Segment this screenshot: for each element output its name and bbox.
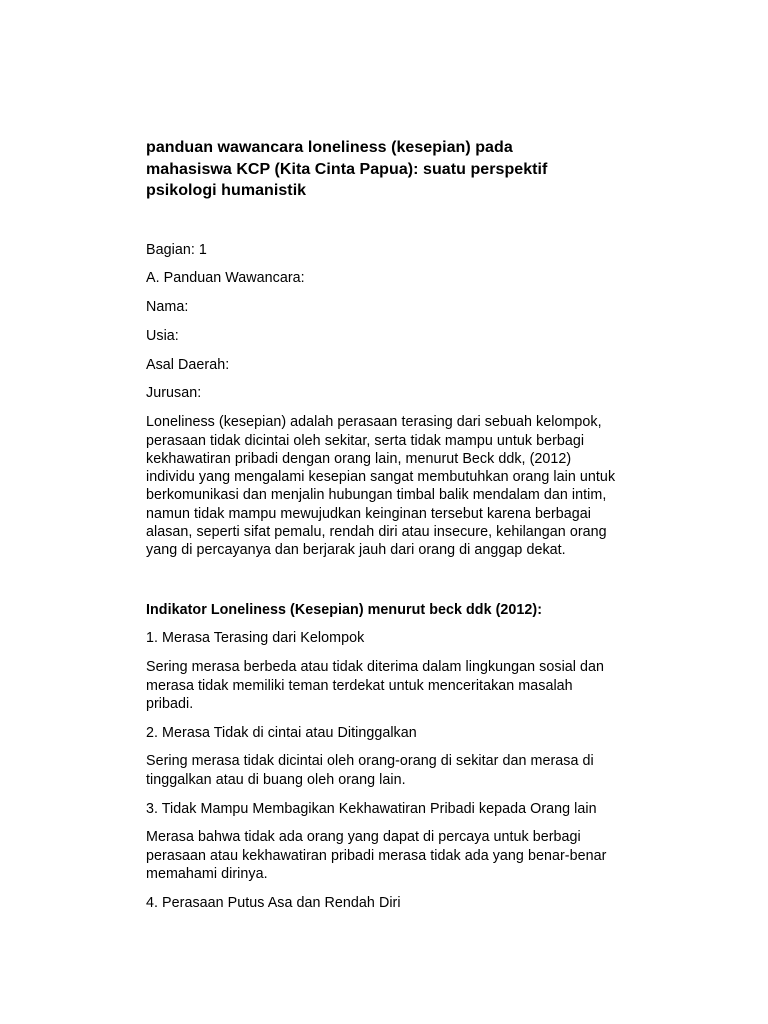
field-origin: Asal Daerah: — [146, 356, 230, 373]
paragraph-line: kekhawatiran pribadi dengan orang lain, menurut Beck ddk, (2012) — [146, 450, 572, 467]
paragraph-line: Sering merasa tidak dicintai oleh orang-orang di sekitar dan merasa di — [146, 753, 594, 770]
guide-heading: A. Panduan Wawancara: — [146, 270, 305, 287]
title-line: mahasiswa KCP (Kita Cinta Papua): suatu perspektif — [146, 160, 548, 178]
paragraph-line: merasa tidak memiliki teman terdekat untuk menceritakan masalah — [146, 677, 573, 694]
document-title — [146, 137, 646, 202]
indicator-title: 2. Merasa Tidak di cintai atau Ditinggalkan — [146, 724, 417, 741]
paragraph-line: Merasa bahwa tidak ada orang yang dapat di percaya untuk berbagi — [146, 829, 581, 846]
paragraph-line: perasaan tidak dicintai oleh sekitar, serta tidak mampu untuk berbagi — [146, 432, 585, 449]
field-name: Nama: — [146, 299, 189, 316]
paragraph-line: yang di percayanya dan berjarak jauh dari orang di anggap dekat. — [146, 542, 566, 559]
indicator-title: 1. Merasa Terasing dari Kelompok — [146, 630, 365, 647]
indicator-description — [146, 828, 646, 883]
intro-paragraph — [146, 413, 646, 559]
paragraph-line: alasan, seperti sifat pemalu, rendah diri atau insecure, kehilangan orang — [146, 524, 607, 541]
paragraph-line: Sering merasa berbeda atau tidak diterima dalam lingkungan sosial dan — [146, 659, 605, 676]
field-major: Jurusan: — [146, 385, 202, 402]
indicator-heading: Indikator Loneliness (Kesepian) menurut beck ddk (2012): — [146, 601, 543, 618]
paragraph-line: namun tidak mampu mewujudkan keinginan tersebut karena berbagai — [146, 505, 592, 522]
paragraph-line: pribadi. — [146, 695, 194, 712]
indicator-title: 3. Tidak Mampu Membagikan Kekhawatiran Pribadi kepada Orang lain — [146, 800, 597, 817]
indicator-title: 4. Perasaan Putus Asa dan Rendah Diri — [146, 894, 401, 911]
paragraph-line: perasaan atau kekhawatiran pribadi merasa tidak ada yang benar-benar — [146, 847, 607, 864]
paragraph-line: individu yang mengalami kesepian sangat membutuhkan orang lain untuk — [146, 469, 616, 486]
title-line: panduan wawancara loneliness (kesepian) pada — [146, 139, 513, 156]
field-age: Usia: — [146, 327, 179, 344]
paragraph-line: Loneliness (kesepian) adalah perasaan terasing dari sebuah kelompok, — [146, 414, 602, 431]
indicator-description — [146, 658, 646, 713]
paragraph-line: memahami dirinya. — [146, 865, 268, 882]
title-line: psikologi humanistik — [146, 182, 307, 199]
section-label: Bagian: 1 — [146, 241, 207, 258]
document-body — [146, 137, 646, 912]
paragraph-line: tinggalkan atau di buang oleh orang lain. — [146, 771, 406, 788]
paragraph-line: berkomunikasi dan menjalin hubungan timbal balik mendalam dan intim, — [146, 487, 607, 504]
indicator-description — [146, 752, 646, 789]
